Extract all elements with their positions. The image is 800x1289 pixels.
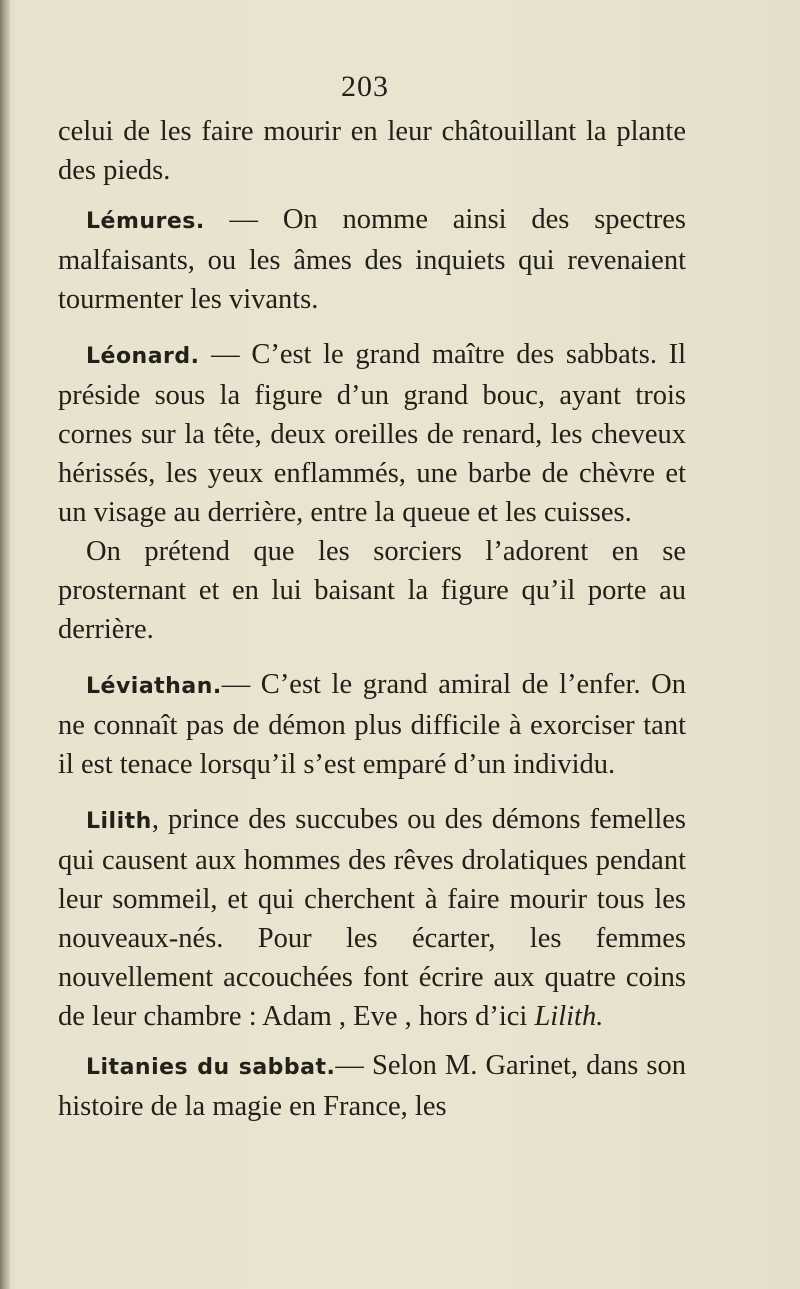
page-number: 203 <box>341 70 389 103</box>
page-text <box>58 112 686 1126</box>
entry-heading: Litanies du sabbat. <box>86 1055 336 1080</box>
entry-leonard-continued: On prétend que les sorciers l’adorent en se prosternant et en lui baisant la figure qu’il porte au derrière. <box>58 536 686 645</box>
entry-lilith <box>58 800 686 1036</box>
entry-text: — On nomme ainsi des spectres malfaisants, ou les âmes des inquiets qui revenaient tourmenter les vivants. <box>58 204 686 315</box>
entry-text: — C’est le grand maître des sabbats. Il préside sous la figure d’un grand bouc, ayant trois cornes sur la tête, deux oreilles de renard, les cheveux hérissés, les yeux enflammés, une barbe de chèvre et un visage au derrière, entre la queue et les cuisses. <box>58 339 686 528</box>
entry-heading: Lémures. <box>86 209 205 234</box>
entry-heading: Lilith <box>86 809 152 834</box>
entry-italic-text: Lilith. <box>534 1001 604 1032</box>
entry-text: , prince des succubes ou des démons femelles qui causent aux hommes des rêves drolatiques pendant leur sommeil, et qui cherchent à faire mourir tous les nouveaux-nés. Pour les écarter, les femmes nouvellement accouchées font écrire aux quatre coins de leur chambre : Adam , Eve , hors d’ici <box>58 804 686 1032</box>
entry-leonard <box>58 335 686 532</box>
entry-leviathan <box>58 665 686 784</box>
page-binding-edge <box>0 0 10 1289</box>
entry-text: — C’est le grand amiral de l’enfer. On ne connaît pas de démon plus difficile à exorciser tant il est tenace lorsqu’il s’est emparé d’un individu. <box>58 669 686 780</box>
entry-litanies <box>58 1046 686 1126</box>
entry-heading: Léviathan. <box>86 674 222 699</box>
entry-lemures <box>58 200 686 319</box>
paragraph-continuation: celui de les faire mourir en leur châtouillant la plante des pieds. <box>58 116 686 186</box>
entry-heading: Léonard. <box>86 344 200 369</box>
entry-text: — Selon M. Garinet, dans son histoire de la magie en France, les <box>58 1050 686 1122</box>
